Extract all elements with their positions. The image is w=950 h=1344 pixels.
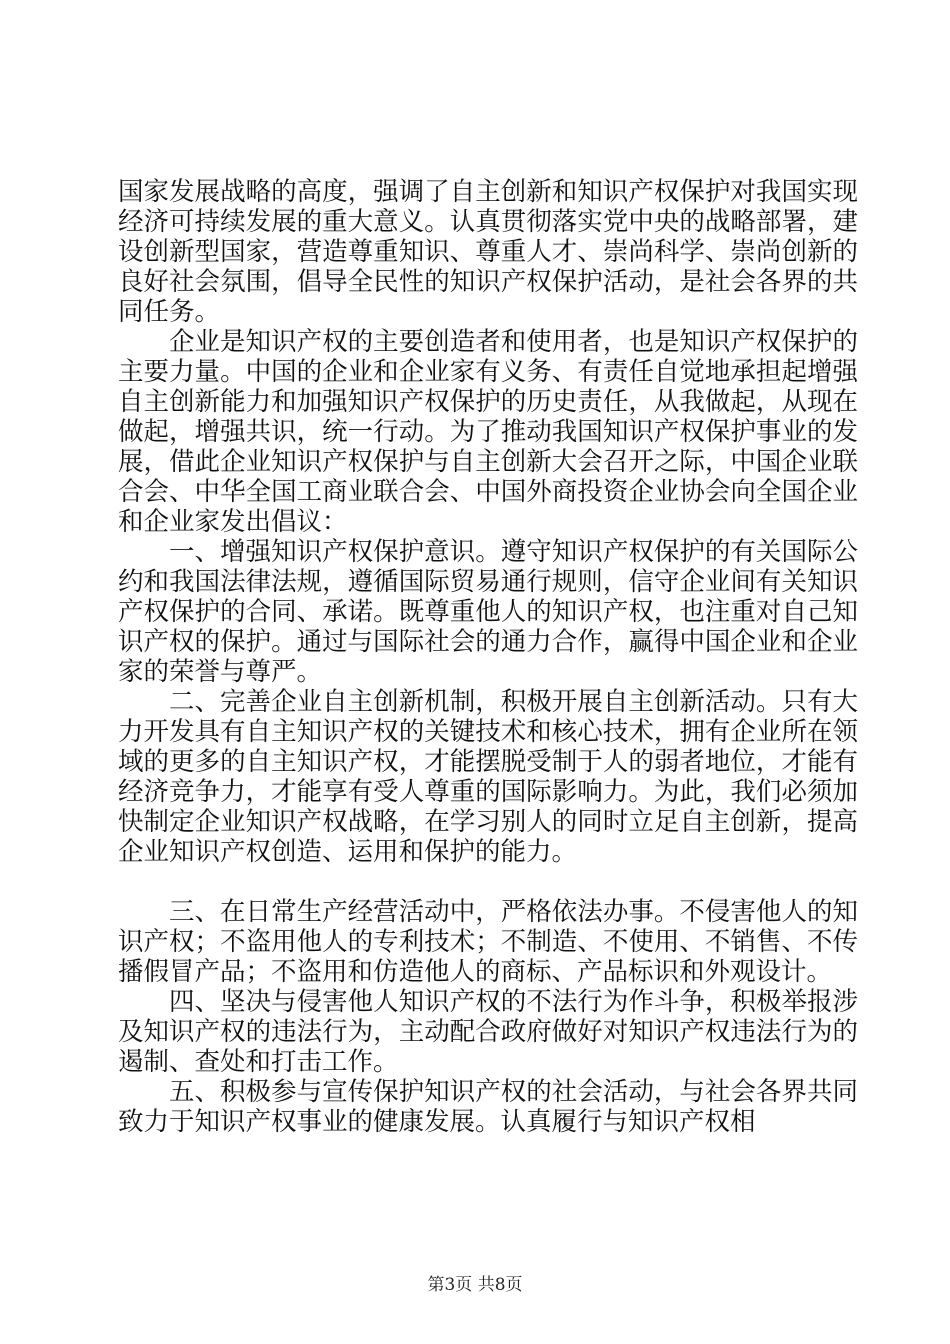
paragraph-spacer [118,867,858,897]
paragraph-item-1: 一、增强知识产权保护意识。遵守知识产权保护的有关国际公约和我国法律法规，遵循国际贸易通行规则，信守企业间有关知识产权保护的合同、承诺。既尊重他人的知识产权，也注重对自己知识产权的保护。通过与国际社会的通力合作，赢得中国企业和企业家的荣誉与尊严。 [118,537,858,687]
paragraph-enterprise-role: 企业是知识产权的主要创造者和使用者，也是知识产权保护的主要力量。中国的企业和企业家有义务、有责任自觉地承担起增强自主创新能力和加强知识产权保护的历史责任，从我做起，从现在做起，增强共识，统一行动。为了推动我国知识产权保护事业的发展，借此企业知识产权保护与自主创新大会召开之际，中国企业联合会、中华全国工商业联合会、中国外商投资企业协会向全国企业和企业家发出倡议： [118,327,858,537]
document-body [118,177,858,1137]
paragraph-item-5: 五、积极参与宣传保护知识产权的社会活动，与社会各界共同致力于知识产权事业的健康发展。认真履行与知识产权相 [118,1077,858,1137]
paragraph-continuation: 国家发展战略的高度，强调了自主创新和知识产权保护对我国实现经济可持续发展的重大意义。认真贯彻落实党中央的战略部署，建设创新型国家，营造尊重知识、尊重人才、崇尚科学、崇尚创新的良好社会氛围，倡导全民性的知识产权保护活动，是社会各界的共同任务。 [118,177,858,327]
paragraph-item-4: 四、坚决与侵害他人知识产权的不法行为作斗争，积极举报涉及知识产权的违法行为，主动配合政府做好对知识产权违法行为的遏制、查处和打击工作。 [118,987,858,1077]
paragraph-item-3: 三、在日常生产经营活动中，严格依法办事。不侵害他人的知识产权；不盗用他人的专利技术；不制造、不使用、不销售、不传播假冒产品；不盗用和仿造他人的商标、产品标识和外观设计。 [118,897,858,987]
paragraph-item-2: 二、完善企业自主创新机制，积极开展自主创新活动。只有大力开发具有自主知识产权的关键技术和核心技术，拥有企业所在领域的更多的自主知识产权，才能摆脱受制于人的弱者地位，才能有经济竞争力，才能享有受人尊重的国际影响力。为此，我们必须加快制定企业知识产权战略，在学习别人的同时立足自主创新，提高企业知识产权创造、运用和保护的能力。 [118,687,858,867]
page-number: 第3页 共8页 [427,1275,523,1295]
